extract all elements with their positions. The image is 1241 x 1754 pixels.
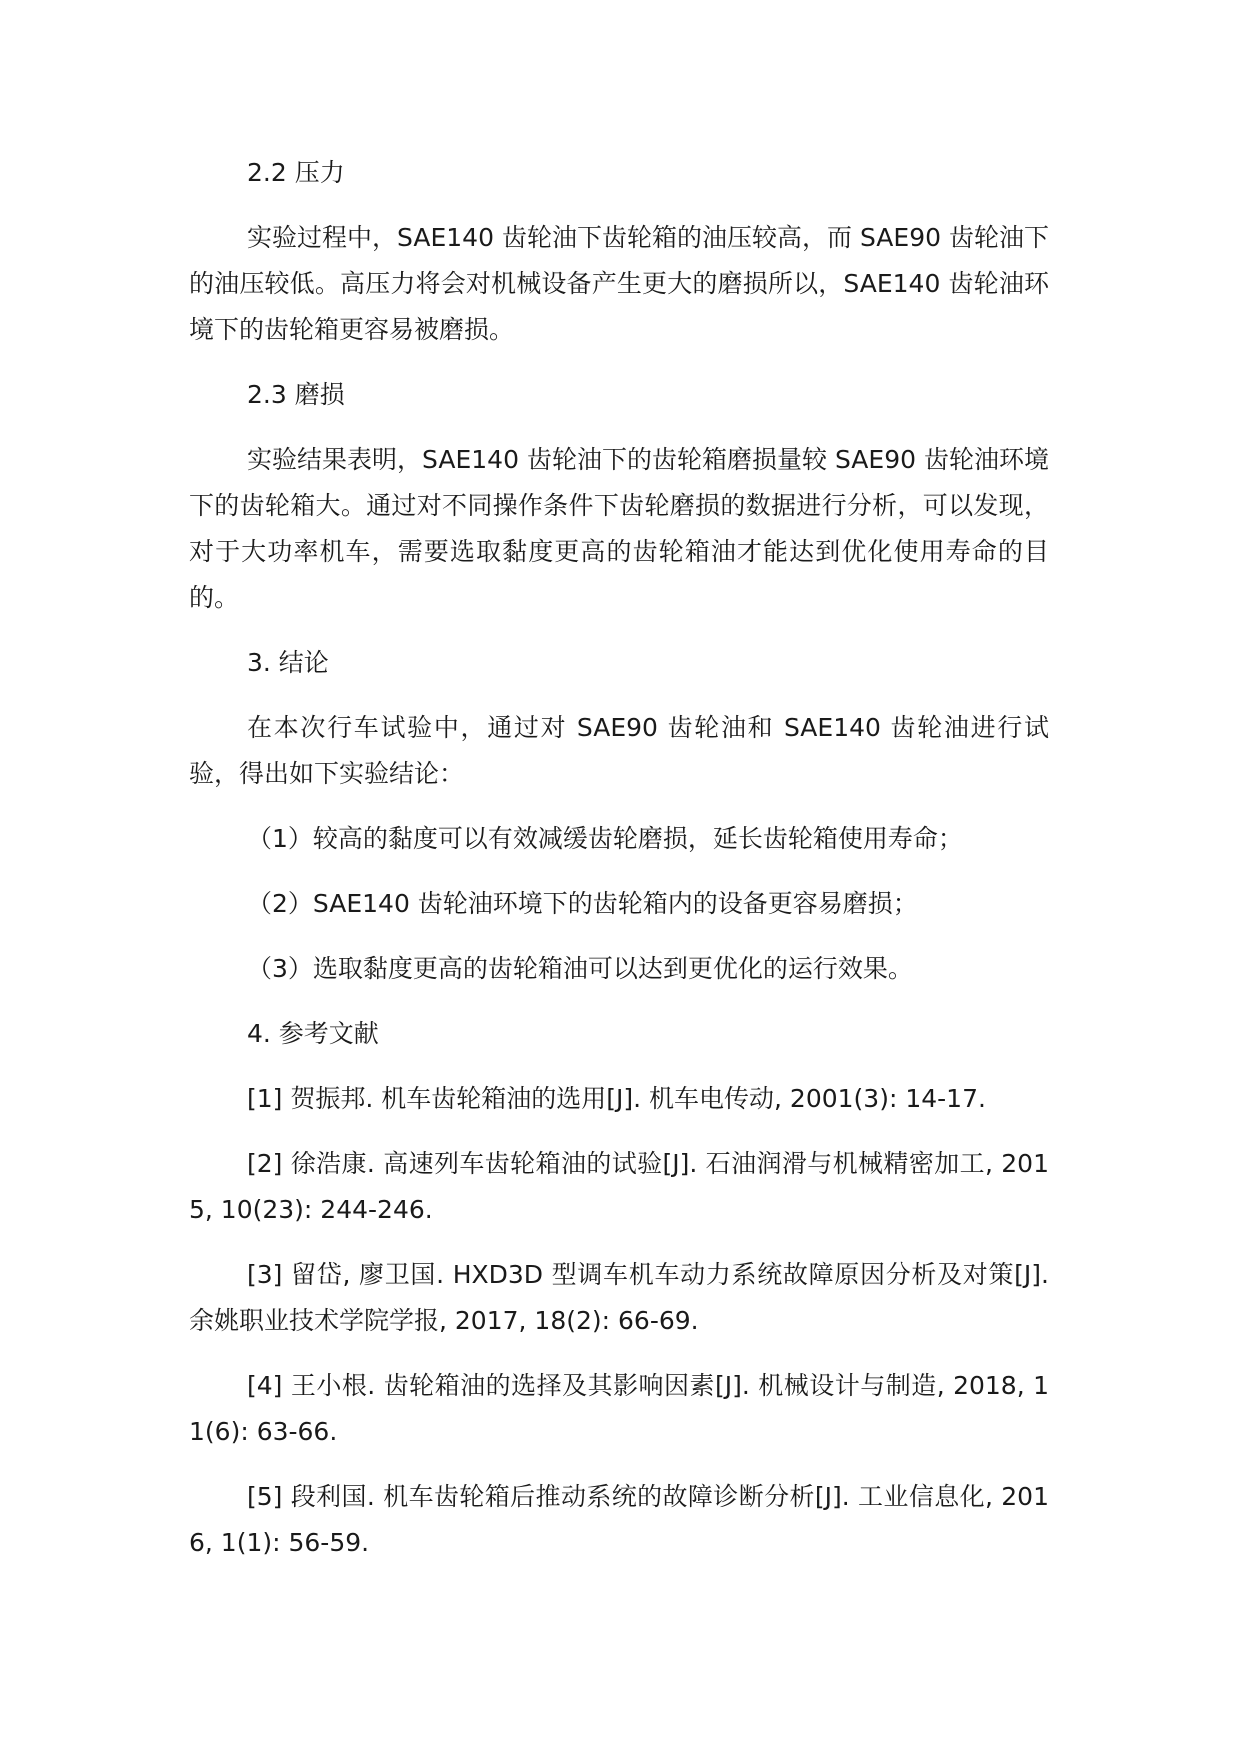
section-heading-wear: 2.3 磨损 — [247, 380, 345, 409]
conclusion-item-1: （1）较高的黏度可以有效减缓齿轮磨损，延长齿轮箱使用寿命； — [247, 824, 963, 853]
reference-item-2: [2] 徐浩康. 高速列车齿轮箱油的试验[J]. 石油润滑与机械精密加工, 2015, 10(23): 244-246. — [189, 1149, 1049, 1224]
conclusion-item-3: （3）选取黏度更高的齿轮箱油可以达到更优化的运行效果。 — [247, 954, 913, 983]
paragraph-pressure: 实验过程中，SAE140 齿轮油下齿轮箱的油压较高，而 SAE90 齿轮油下的油压较低。高压力将会对机械设备产生更大的磨损所以，SAE140 齿轮油环境下的齿轮箱更容易被磨损。 — [189, 223, 1049, 344]
page-content — [189, 150, 1049, 1585]
paragraph-wear: 实验结果表明，SAE140 齿轮油下的齿轮箱磨损量较 SAE90 齿轮油环境下的齿轮箱大。通过对不同操作条件下齿轮磨损的数据进行分析，可以发现，对于大功率机车，需要选取黏度更高的齿轮箱油才能达到优化使用寿命的目的。 — [189, 445, 1049, 612]
reference-item-3: [3] 留岱, 廖卫国. HXD3D 型调车机车动力系统故障原因分析及对策[J]. 余姚职业技术学院学报, 2017, 18(2): 66-69. — [189, 1260, 1049, 1335]
section-heading-references: 4. 参考文献 — [247, 1019, 379, 1048]
paragraph-conclusion: 在本次行车试验中，通过对 SAE90 齿轮油和 SAE140 齿轮油进行试验，得出如下实验结论： — [189, 713, 1049, 788]
section-heading-conclusion: 3. 结论 — [247, 648, 329, 677]
reference-item-5: [5] 段利国. 机车齿轮箱后推动系统的故障诊断分析[J]. 工业信息化, 2016, 1(1): 56-59. — [189, 1482, 1049, 1557]
reference-item-4: [4] 王小根. 齿轮箱油的选择及其影响因素[J]. 机械设计与制造, 2018, 11(6): 63-66. — [189, 1371, 1049, 1446]
conclusion-item-2: （2）SAE140 齿轮油环境下的齿轮箱内的设备更容易磨损； — [247, 889, 918, 918]
section-heading-pressure: 2.2 压力 — [247, 158, 345, 187]
reference-item-1: [1] 贺振邦. 机车齿轮箱油的选用[J]. 机车电传动, 2001(3): 14-17. — [247, 1084, 986, 1113]
